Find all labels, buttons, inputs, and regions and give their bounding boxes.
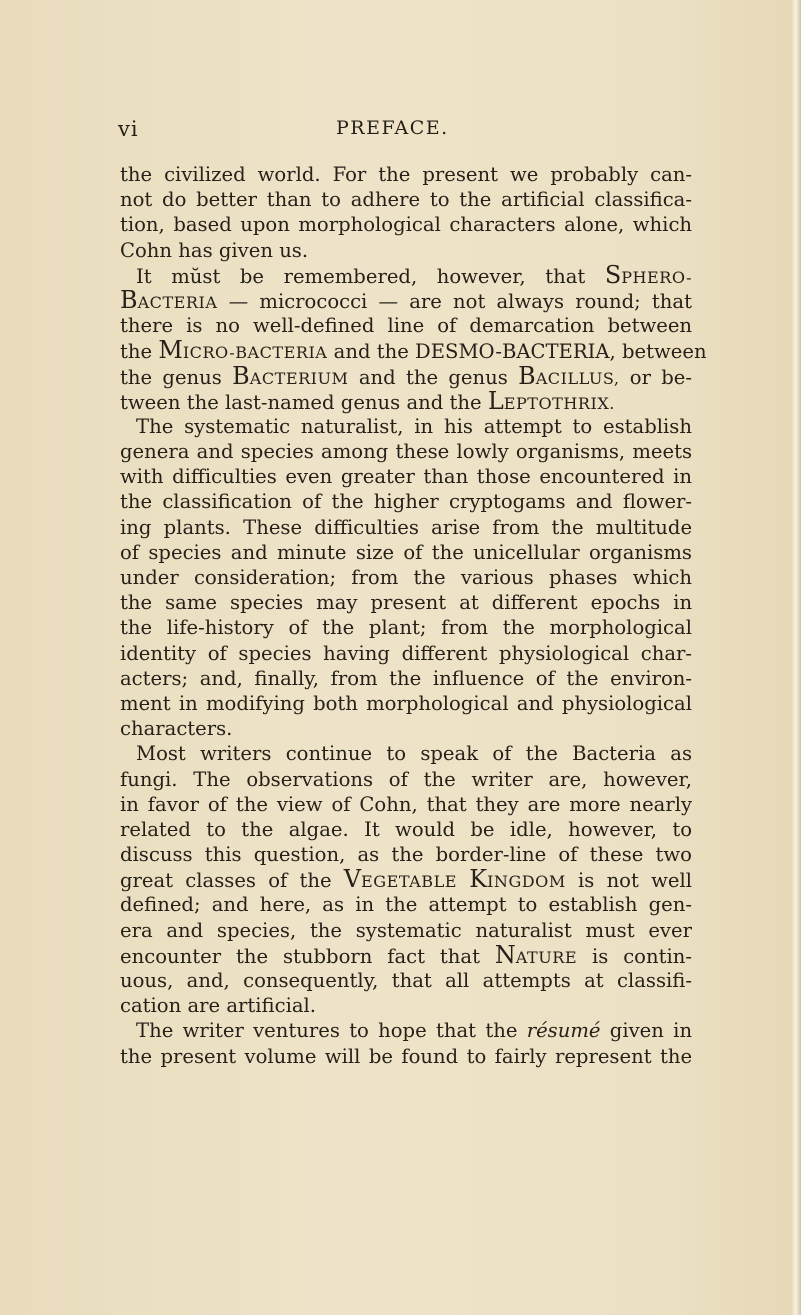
text-line: tween the last-named genus and the LEPTOTHRIX.: [120, 386, 615, 415]
text-line: It mŭst be remembered, however, that SPHERO-: [136, 260, 693, 289]
text-line: identity of species having different physiological char-: [120, 641, 693, 665]
text-line: the classification of the higher cryptogams and flower-: [120, 490, 693, 514]
text-line: uous, and, consequently, that all attempts at classifi-: [120, 969, 692, 992]
text-line: there is no well-defined line of demarcation between: [120, 314, 693, 338]
text-line: encounter the stubborn fact that NATURE is contin-: [120, 940, 692, 969]
text-line: cation are artificial.: [120, 994, 317, 1018]
body-text: [120, 162, 707, 1069]
text-line: the same species may present at different epochs in: [120, 591, 693, 615]
text-line: the MICRO-BACTERIA and the DESMO-BACTERIA, between: [120, 336, 707, 365]
text-line: the life-history of the plant; from the morphological: [120, 616, 692, 640]
text-line: the genus BACTERIUM and the genus BACILLUS, or be-: [120, 361, 693, 390]
text-line: The systematic naturalist, in his attempt to establish: [136, 414, 692, 438]
text-line: Cohn has given us.: [120, 238, 309, 262]
text-line: great classes of the VEGETABLE KINGDOM is not well: [120, 865, 692, 894]
text-line: the civilized world. For the present we probably can-: [120, 163, 693, 186]
text-line: ment in modifying both morphological and physiological: [120, 691, 692, 715]
page-edge: [791, 0, 801, 1315]
text-line: not do better than to adhere to the artificial classifica-: [120, 188, 692, 212]
text-line: in favor of the view of Cohn, that they are more nearly: [120, 792, 693, 816]
text-line: related to the algae. It would be idle, however, to: [120, 817, 693, 841]
text-line: defined; and here, as in the attempt to establish gen-: [120, 893, 693, 917]
text-line: fungi. The observations of the writer are, however,: [120, 767, 692, 791]
text-line: The writer ventures to hope that the résumé given in: [136, 1019, 693, 1043]
text-line: acters; and, finally, from the influence of the environ-: [120, 666, 693, 690]
text-line: Most writers continue to speak of the Bacteria as: [136, 742, 693, 766]
text-line: characters.: [120, 717, 233, 741]
text-line: the present volume will be found to fairly represent the: [120, 1044, 693, 1068]
running-head: PREFACE.: [336, 117, 449, 139]
text-line: discuss this question, as the border-line of these two: [120, 843, 692, 867]
text-line: genera and species among these lowly organisms, meets: [120, 440, 693, 464]
text-line: BACTERIA — micrococci — are not always round; that: [120, 285, 692, 314]
text-line: ing plants. These difficulties arise from the multitude: [120, 515, 693, 539]
text-line: tion, based upon morphological characters alone, which: [120, 213, 693, 237]
text-line: era and species, the systematic naturalist must ever: [120, 918, 692, 942]
text-line: with difficulties even greater than those encountered in: [120, 465, 692, 489]
page-number: vi: [118, 117, 139, 141]
page-header: [0, 117, 801, 143]
text-line: of species and minute size of the unicellular organisms: [120, 540, 692, 564]
text-line: under consideration; from the various phases which: [120, 566, 692, 589]
